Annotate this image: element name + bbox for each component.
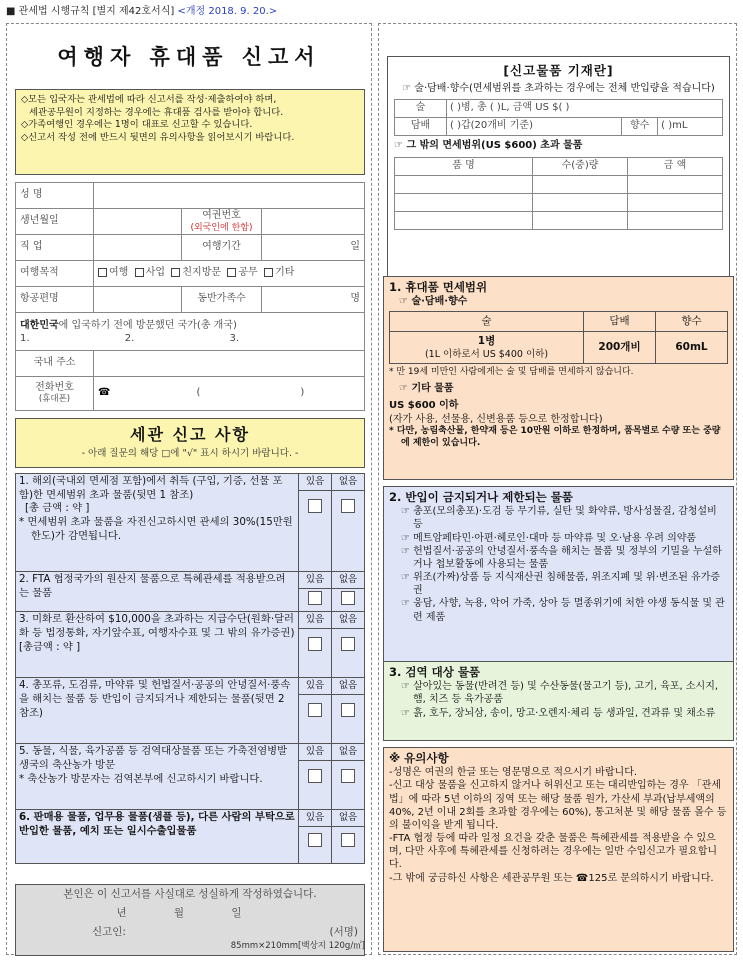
other-items-note: ☞ 그 밖의 면세범위(US $600) 초과 물품 [394,140,583,152]
visited-1: 1. [20,332,30,344]
notice-line: ◇모든 입국자는 관세법에 따라 신고서를 작성·제출하여야 하며, [21,94,277,105]
alcohol-label: 술 [395,100,447,118]
question-row [16,678,365,744]
question-6: 6. 판매용 물품, 업무용 물품(샘플 등), 다른 사람의 부탁으로 반입한 물품, 예치 또는 일시수출입물품 [16,810,299,864]
yes-cell[interactable]: 있음 [299,810,332,864]
notice-line: ◇신고서 작성 전에 반드시 뒷면의 유의사항을 읽어보시기 바랍니다. [21,131,295,143]
alcohol-note: ☞ 술·담배·향수(면세범위를 초과하는 경우에는 전체 반입량을 적습니다) [402,82,715,94]
job-label: 직 업 [16,235,94,261]
companions-unit[interactable]: 명 [262,287,365,313]
phone-label-cell [16,377,94,411]
phone-sub: (휴대폰) [38,394,71,405]
s1-note: * 만 19세 미만인 사람에게는 술 및 담배를 면세하지 않습니다. [389,367,634,378]
checkbox-visit[interactable]: 친지방문 [171,267,221,278]
passport-field[interactable] [262,209,365,235]
question-2: 2. FTA 협정국가의 원산지 물품으로 특혜관세를 적용받으려는 물품 [16,572,299,612]
visited-2: 2. [124,332,135,344]
signer-line [22,926,358,939]
perfume-field[interactable]: ( )mL [658,118,723,136]
declared-items-box [387,56,730,286]
questions-table [15,473,365,864]
prohibited-item: ☞ 메트암페타민·아편·헤로인·대마 등 마약류 및 오·남용 우려 의약품 [401,532,697,544]
col-amount: 금 액 [628,157,723,175]
no-checkbox[interactable] [341,637,355,651]
korea-label: 대한민국 [20,319,59,331]
phone-label: 전화번호 [35,381,74,393]
col-item: 품 명 [395,157,533,175]
prohibited-item: ☞ 총포(모의총포)·도검 등 무기류, 실탄 및 화약류, 방사성물질, 감청설비 등 [401,506,717,531]
question-row [16,810,365,864]
question-row [16,572,365,612]
declaration-back [378,23,737,955]
checkbox-business[interactable]: 사업 [135,267,165,278]
s1-note2: * 다만, 농림축산물, 한약재 등은 10만원 이하로 한정하며, 품목별로 수량 또는 중량에 제한이 있습니다. [389,425,721,448]
col-qty: 수(중)량 [533,157,628,175]
caution-item: -FTA 협정 등에 따라 일정 요건을 갖춘 물품은 특혜관세를 적용받을 수 있으며, 다만 사후에 특혜관세를 신청하려는 경우에는 일반 수입신고가 필요합니다. [389,833,718,871]
no-checkbox[interactable] [341,769,355,783]
signature-field[interactable]: (서명) [329,926,358,939]
date-line[interactable]: 년 월 일 [116,907,264,920]
checkbox-travel[interactable]: 여행 [98,267,128,278]
s1-amount-note: (자가 사용, 선물용, 신변용품 등으로 한정합니다) [389,413,603,425]
name-field[interactable] [94,183,365,209]
phone-icon: ☎ [98,387,111,399]
form-header [6,6,277,19]
question-1: 1. 해외(국내외 면세점 포함)에서 취득 (구입, 기증, 선물 포함)한 면세범위 초과 물품(뒷면 1 참조) [총 금액 : 약 ] * 면세범위 초과 물품을 자진신고하시면 관세의 30%(15만원 한도)가 감면됩니다. [16,474,299,572]
declaration-front [6,23,372,955]
prohibited-section [383,486,734,666]
item-cell[interactable] [395,175,533,193]
quarantine-item: ☞ 살아있는 동물(반려견 등) 및 수산동물(물고기 등), 고기, 육포, 소시지, 햄, 치즈 등 육가공품 [401,681,719,706]
birth-label: 생년월일 [16,209,94,235]
address-label: 국내 주소 [16,351,94,377]
col-alcohol: 술 [390,312,584,332]
yes-cell[interactable]: 있음 [299,572,332,612]
yes-checkbox[interactable] [308,833,322,847]
traveler-info-table [15,182,365,411]
flight-field[interactable] [94,287,182,313]
no-cell[interactable]: 없음 [332,474,365,572]
no-cell[interactable]: 없음 [332,744,365,810]
period-unit[interactable]: 일 [262,235,365,261]
tobacco-limit: 200개비 [584,332,656,364]
s1-amount: US $600 이하 [389,400,459,412]
yes-checkbox[interactable] [308,637,322,651]
other-items-table [394,157,723,230]
cautions-title: ※ 유의사항 [389,751,449,765]
s1-sub: ☞ 술·담배·향수 [399,296,468,308]
caution-item: -성명은 여권의 한글 또는 영문명으로 적으시기 바랍니다. [389,767,638,779]
no-checkbox[interactable] [341,591,355,605]
alcohol-field[interactable]: ( )병, 총 ( )L, 금액 US $( ) [447,100,723,118]
question-row [16,744,365,810]
yes-cell[interactable]: 있음 [299,678,332,744]
no-cell[interactable]: 없음 [332,810,365,864]
customs-header [15,418,365,468]
birth-field[interactable] [94,209,182,235]
duty-free-table [389,311,728,364]
purpose-options [94,261,365,287]
yes-checkbox[interactable] [308,703,322,717]
notice-line: 세관공무원이 지정하는 경우에는 휴대품 검사를 받아야 합니다. [29,106,284,118]
form-id: ■ 관세법 시행규칙 [별지 제42호서식] [6,6,175,17]
alcohol-limit: 1병 (1L 이하로서 US $400 이하) [390,332,584,364]
no-cell[interactable]: 없음 [332,612,365,678]
form-title: 여행자 휴대품 신고서 [57,45,321,69]
phone-field[interactable] [94,377,365,411]
yes-checkbox[interactable] [308,499,322,513]
s1-other: ☞ 기타 물품 [399,383,454,395]
companions-label: 동반가족수 [182,287,262,313]
question-5: 5. 동물, 식물, 육가공품 등 검역대상물품 또는 가축전염병발생국의 축산농가 방문 * 축산농가 방문자는 검역본부에 신고하시기 바랍니다. [16,744,299,810]
checkbox-official[interactable]: 공무 [227,267,257,278]
question-row [16,612,365,678]
qty-cell[interactable] [533,175,628,193]
job-field[interactable] [94,235,182,261]
customs-title: 세관 신고 사항 [130,425,250,444]
purpose-label: 여행목적 [16,261,94,287]
affirmation: 본인은 이 신고서를 사실대로 성실하게 작성하였습니다. [63,888,317,900]
duty-free-section [383,276,734,480]
qty-cell[interactable] [533,211,628,229]
revision-date: <개정 2018. 9. 20.> [177,6,278,17]
perfume-label: 향수 [622,118,658,136]
col-perfume: 향수 [656,312,728,332]
customs-instruction: - 아래 질문의 해당 □에 "√" 표시 하시기 바랍니다. - [81,448,299,459]
no-cell[interactable]: 없음 [332,678,365,744]
prohibited-item: ☞ 헌법질서·공공의 안녕질서·풍속을 해치는 물품 및 정부의 기밀을 누설하거나 첩보활동에 사용되는 물품 [401,545,722,570]
yes-cell[interactable]: 있음 [299,474,332,572]
visited-label: 에 입국하기 전에 방문했던 국가(총 개국) [58,319,237,331]
yes-checkbox[interactable] [308,769,322,783]
amount-cell[interactable] [628,193,723,211]
no-cell[interactable]: 없음 [332,572,365,612]
visited-countries[interactable] [16,313,365,351]
section-2-title: 2. 반입이 금지되거나 제한되는 물품 [389,490,573,504]
caution-item: -그 밖에 궁금하신 사항은 세관공무원 또는 ☎125로 문의하시기 바랍니다. [389,872,714,884]
name-label: 성 명 [16,183,94,209]
quarantine-section [383,661,734,741]
tobacco-field[interactable]: ( )갑(20개비 기준) [447,118,622,136]
notice-line: ◇가족여행인 경우에는 1명이 대표로 신고할 수 있습니다. [21,119,253,131]
perfume-limit: 60mL [656,332,728,364]
passport-note: (외국인에 한함) [190,222,253,233]
no-checkbox[interactable] [341,703,355,717]
paper-size: 85mm×210mm[백상지 120g/㎡] [230,941,365,952]
section-3-title: 3. 검역 대상 물품 [389,665,481,679]
period-label: 여행기간 [182,235,262,261]
alcohol-table [394,99,723,136]
prohibited-item: ☞ 위조(가짜)상품 등 지식재산권 침해물품, 위조지폐 및 위·변조된 유가증권 [401,572,721,597]
yes-checkbox[interactable] [308,591,322,605]
checkbox-other[interactable]: 기타 [264,267,294,278]
question-3: 3. 미화로 환산하여 $10,000을 초과하는 지급수단(원화·달러화 등 법정통화, 자기앞수표, 여행자수표 및 그 밖의 유가증권) [총금액 : 약 ] [16,612,299,678]
quarantine-item: ☞ 흙, 호두, 장뇌삼, 송이, 망고·오렌지·체리 등 생과일, 견과류 및 채소류 [401,707,716,719]
declared-items-title: [신고물품 기재란] [503,63,614,78]
item-cell[interactable] [395,211,533,229]
prohibited-item: ☞ 웅담, 사향, 녹용, 악어 가죽, 상아 등 멸종위기에 처한 야생 동식물 및 관련 제품 [401,598,725,623]
cautions-section [383,747,734,952]
qty-cell[interactable] [533,193,628,211]
section-1-title: 1. 휴대품 면세범위 [389,280,488,294]
passport-label: 여권번호 [202,209,241,221]
no-checkbox[interactable] [341,833,355,847]
no-checkbox[interactable] [341,499,355,513]
phone-paren-close: ) [300,387,305,399]
caution-item: -신고 대상 물품을 신고하지 않거나 허위신고 또는 대리반입하는 경우 「관세법」에 따라 5년 이하의 징역 또는 해당 물품 원가, 가산세 부과(납부세액의 40%, 2년 이내 2회를 초과할 경우에는 60%), 통고처분 및 해당 물품 몰수 등의 불이익을 받게 됩니다. [389,780,727,831]
phone-paren-open: ( [196,387,201,399]
col-tobacco: 담배 [584,312,656,332]
item-cell[interactable] [395,193,533,211]
visited-3: 3. [229,332,240,344]
signer-label: 신고인: [92,926,126,939]
address-field[interactable] [94,351,365,377]
tobacco-label: 담배 [395,118,447,136]
notice-box [15,89,365,175]
question-4: 4. 총포류, 도검류, 마약류 및 헌법질서·공공의 안녕질서·풍속을 해치는 물품 등 반입이 금지되거나 제한되는 물품(뒷면 2 참조) [16,678,299,744]
amount-cell[interactable] [628,211,723,229]
question-row [16,474,365,572]
passport-label-cell [182,209,262,235]
yes-cell[interactable]: 있음 [299,612,332,678]
amount-cell[interactable] [628,175,723,193]
flight-label: 항공편명 [16,287,94,313]
yes-cell[interactable]: 있음 [299,744,332,810]
